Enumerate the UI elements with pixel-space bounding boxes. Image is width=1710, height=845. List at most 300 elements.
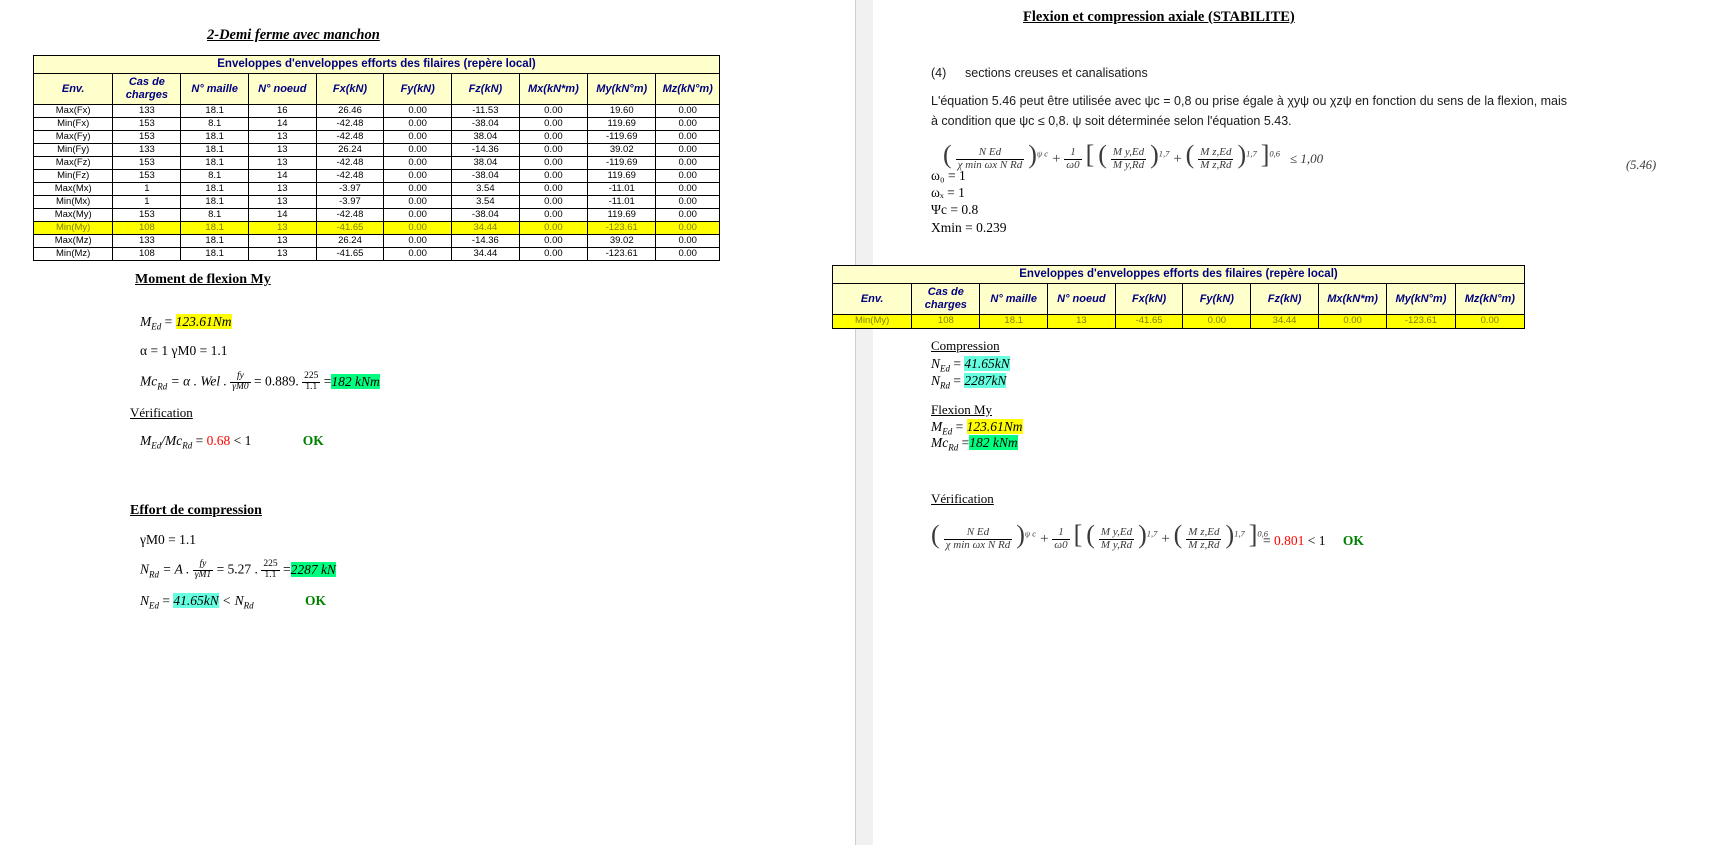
right-page-title: Flexion et compression axiale (STABILITE) — [1023, 9, 1295, 25]
nrd-subscript: Rd — [149, 569, 160, 580]
mzed-over-mzrd-fraction — [1198, 147, 1233, 171]
cell-env: Min(Mx) — [34, 196, 113, 209]
fraction-numerator: M z,Ed — [1200, 146, 1232, 159]
cell-my: 39.02 — [588, 144, 656, 157]
med-symbol: M — [140, 314, 152, 329]
ned-over-chi-fraction — [944, 527, 1013, 551]
cell-fy: 0.00 — [384, 170, 452, 183]
cell-fx: -42.48 — [316, 157, 384, 170]
one-over-omega0-fraction — [1052, 527, 1069, 551]
paren-open-1: ( — [931, 520, 940, 549]
cell-fx: 26.46 — [316, 105, 384, 118]
cell-my: 119.69 — [588, 118, 656, 131]
fraction-numerator: N Ed — [956, 147, 1025, 160]
med-equals: = — [955, 419, 964, 434]
cell-mz: 0.00 — [656, 196, 720, 209]
cell-mz: 0.00 — [656, 131, 720, 144]
nrd-expression: = A . — [162, 561, 190, 577]
cell-noeud: 13 — [248, 157, 316, 170]
cell-env: Min(Fz) — [34, 170, 113, 183]
fraction-numerator: N Ed — [944, 527, 1013, 540]
envelope-table-right-wrapper — [832, 265, 1525, 329]
225-11-fraction — [302, 372, 320, 393]
cell-mz: 0.00 — [656, 105, 720, 118]
fraction-numerator: M z,Ed — [1188, 526, 1220, 539]
ned-symbol: N — [931, 356, 941, 371]
cell-fx: -41.65 — [316, 222, 384, 235]
ned-value: 41.65kN — [964, 356, 1010, 371]
cell-env: Min(Fy) — [34, 144, 113, 157]
col-my: My(kN°m) — [588, 74, 656, 105]
cell-my: 119.69 — [588, 170, 656, 183]
col-env: Env. — [833, 284, 912, 315]
cell-fx: 26.24 — [316, 235, 384, 248]
myed-over-myrd-fraction — [1111, 147, 1146, 171]
cell-maille: 18.1 — [181, 105, 249, 118]
nrd-symbol: N — [931, 373, 941, 388]
cell-mx: 0.00 — [519, 248, 587, 261]
paren-open-2: ( — [1086, 520, 1095, 549]
cell-mz: 0.00 — [656, 144, 720, 157]
col-env: Env. — [34, 74, 113, 105]
envelope-table-left-wrapper — [33, 55, 720, 261]
compression-section-heading: Effort de compression — [130, 503, 262, 518]
table-row — [34, 248, 720, 261]
col-cas-de-charges: Cas de charges — [912, 284, 980, 315]
cell-maille: 18.1 — [181, 196, 249, 209]
cell-fx: 26.24 — [316, 144, 384, 157]
cell-fz: 3.54 — [452, 196, 520, 209]
mcrd-symbol: Mc — [140, 373, 158, 389]
cell-noeud: 13 — [248, 222, 316, 235]
cell-env: Max(My) — [34, 209, 113, 222]
ned-comparison: < N — [222, 593, 244, 608]
mcrd-equals2: = — [323, 373, 332, 389]
equation-limit: ≤ 1,00 — [1290, 151, 1324, 166]
cell-cas: 153 — [113, 118, 181, 131]
mcrd-expression: = α . Wel . — [170, 373, 227, 389]
cell-noeud: 14 — [248, 209, 316, 222]
col-mz: Mz(kN°m) — [656, 74, 720, 105]
ned-comparison-subscript: Rd — [243, 600, 254, 611]
fraction-denominator: χ min ωx N Rd — [945, 538, 1011, 551]
result-value: 0.801 — [1274, 533, 1305, 548]
cell-mx: 0.00 — [519, 235, 587, 248]
envelope-table-left — [33, 55, 720, 261]
cell-cas: 108 — [912, 315, 980, 329]
cell-fx: -41.65 — [1115, 315, 1183, 329]
col-fz: Fz(kN) — [452, 74, 520, 105]
cell-cas: 153 — [113, 157, 181, 170]
cell-env: Max(Fy) — [34, 131, 113, 144]
col-fx: Fx(kN) — [316, 74, 384, 105]
cell-noeud: 13 — [248, 235, 316, 248]
col-n-maille: N° maille — [980, 284, 1048, 315]
nrd-value: 2287 kN — [290, 561, 336, 577]
ned-equals: = — [162, 593, 171, 608]
right-compression-heading: Compression — [931, 338, 1000, 353]
fraction-denominator: ω0 — [1066, 158, 1080, 171]
nrd-equals2: = — [282, 561, 291, 577]
cell-fy: 0.00 — [384, 131, 452, 144]
bracket-close: ] — [1260, 140, 1270, 169]
cell-mx: 0.00 — [519, 183, 587, 196]
mcrd-equation — [140, 372, 380, 393]
col-cas-de-charges: Cas de charges — [113, 74, 181, 105]
paragraph-line-1: L'équation 5.46 peut être utilisée avec ψc = 0,8 ou prise égale à χyψ ou χzψ en fonction du sens de la flexion, mais — [931, 94, 1568, 108]
cell-fy: 0.00 — [384, 118, 452, 131]
table-row — [34, 196, 720, 209]
cell-mx: 0.00 — [519, 209, 587, 222]
exponent-psi-c: ψ c — [1024, 528, 1037, 539]
cell-maille: 8.1 — [181, 170, 249, 183]
mcrd-subscript: Rd — [948, 442, 959, 453]
col-fx: Fx(kN) — [1115, 284, 1183, 315]
cell-fy: 0.00 — [384, 144, 452, 157]
verification-result — [1263, 533, 1364, 549]
cell-mz: 0.00 — [656, 157, 720, 170]
table-caption-row — [34, 56, 720, 74]
med-equals: = — [164, 314, 173, 329]
cell-fz: -38.04 — [452, 209, 520, 222]
cell-noeud: 13 — [248, 248, 316, 261]
equation-5-46 — [943, 140, 1323, 171]
ned-symbol: N — [140, 593, 150, 608]
col-fy: Fy(kN) — [1183, 284, 1251, 315]
table-row — [34, 170, 720, 183]
cell-mx: 0.00 — [519, 118, 587, 131]
paren-close-3: ) — [1237, 140, 1247, 169]
mcrd-value: 182 kNm — [969, 435, 1018, 450]
table-caption: Enveloppes d'enveloppes efforts des filaires (repère local) — [833, 266, 1525, 284]
med-value: 123.61Nm — [966, 419, 1023, 434]
result-equals: = — [1263, 533, 1271, 548]
cell-fx: -42.48 — [316, 209, 384, 222]
ned-equals: = — [953, 356, 962, 371]
table-row — [34, 235, 720, 248]
mzed-over-mzrd-fraction — [1186, 527, 1221, 551]
med-subscript: Ed — [942, 426, 953, 437]
cell-env: Max(Mz) — [34, 235, 113, 248]
paren-open-1: ( — [943, 140, 952, 169]
cell-env: Min(My) — [34, 222, 113, 235]
table-row-highlighted — [833, 315, 1525, 329]
verification-equation — [931, 520, 1268, 551]
exponent-psi-c: ψ c — [1036, 148, 1049, 159]
cell-fx: -42.48 — [316, 131, 384, 144]
cell-fz: -14.36 — [452, 235, 520, 248]
cell-cas: 153 — [113, 170, 181, 183]
paren-close-1: ) — [1016, 520, 1025, 549]
exponent-0-6: 0,6 — [1269, 148, 1281, 159]
exponent-1-7-b: 1,7 — [1246, 148, 1257, 159]
fraction-numerator: M y,Ed — [1112, 146, 1145, 159]
exponent-0-6: 0,6 — [1257, 528, 1269, 539]
right-nrd-line — [931, 373, 1006, 391]
cell-fz: -11.53 — [452, 105, 520, 118]
exponent-1-7-a: 1,7 — [1158, 148, 1170, 159]
cell-maille: 18.1 — [181, 248, 249, 261]
ratio-subscript-1: Ed — [151, 440, 162, 451]
ratio-ok-label: OK — [302, 433, 324, 448]
ratio-symbol: M — [140, 433, 152, 448]
cell-maille: 18.1 — [181, 144, 249, 157]
fraction-denominator: M z,Rd — [1200, 158, 1232, 171]
cell-cas: 153 — [113, 209, 181, 222]
paren-open-3: ( — [1185, 140, 1195, 169]
cell-fz: -38.04 — [452, 118, 520, 131]
nrd-equation — [140, 560, 336, 581]
paren-open-3: ( — [1173, 520, 1183, 549]
fraction-denominator: γM1 — [194, 569, 212, 580]
cell-cas: 133 — [113, 144, 181, 157]
left-page-title: 2-Demi ferme avec manchon — [207, 27, 380, 43]
cell-fz: 34.44 — [452, 248, 520, 261]
cell-fy: 0.00 — [384, 196, 452, 209]
cell-mx: 0.00 — [519, 222, 587, 235]
cell-fz: 34.44 — [452, 222, 520, 235]
nrd-subscript: Rd — [940, 380, 951, 391]
cell-mz: 0.00 — [656, 183, 720, 196]
cell-mz: 0.00 — [656, 118, 720, 131]
cell-cas: 1 — [113, 196, 181, 209]
cell-mz: 0.00 — [656, 222, 720, 235]
cell-mz: 0.00 — [1455, 315, 1524, 329]
gamma-m0-line: γM0 = 1.1 — [140, 532, 196, 547]
cell-fz: 3.54 — [452, 183, 520, 196]
moment-section-heading: Moment de flexion My — [135, 272, 271, 287]
table-row — [34, 209, 720, 222]
table-row — [34, 105, 720, 118]
table-caption: Enveloppes d'enveloppes efforts des filaires (repère local) — [34, 56, 720, 74]
med-subscript: Ed — [151, 321, 162, 332]
cell-env: Max(Fz) — [34, 157, 113, 170]
table-row — [34, 183, 720, 196]
cell-maille: 18.1 — [181, 157, 249, 170]
fraction-numerator: M y,Ed — [1100, 526, 1133, 539]
moment-ratio-check — [140, 433, 324, 451]
cell-fx: -42.48 — [316, 118, 384, 131]
col-n-noeud: N° noeud — [1048, 284, 1116, 315]
fraction-numerator: 1 — [1052, 527, 1069, 540]
med-value: 123.61Nm — [175, 314, 232, 329]
right-flexion-heading: Flexion My — [931, 402, 993, 417]
param-psi-c: Ψc = 0.8 — [931, 202, 979, 217]
cell-fx: -3.97 — [316, 183, 384, 196]
cell-fy: 0.00 — [384, 157, 452, 170]
fy-gammam0-fraction — [230, 372, 250, 393]
verification-heading-left: Vérification — [130, 405, 193, 420]
cell-mz: 0.00 — [656, 248, 720, 261]
cell-noeud: 14 — [248, 170, 316, 183]
mcrd-symbol: Mc — [931, 435, 949, 450]
cell-noeud: 13 — [1048, 315, 1116, 329]
result-comparison: < 1 — [1307, 533, 1326, 548]
cell-env: Min(Fx) — [34, 118, 113, 131]
envelope-table-right — [832, 265, 1525, 329]
cell-noeud: 14 — [248, 118, 316, 131]
cell-maille: 18.1 — [181, 131, 249, 144]
exponent-1-7-b: 1,7 — [1234, 528, 1245, 539]
cell-fy: 0.00 — [384, 183, 452, 196]
225-11-fraction-compression — [261, 560, 279, 581]
right-mcrd-line — [931, 435, 1018, 453]
cell-fx: -41.65 — [316, 248, 384, 261]
fraction-denominator: 1.1 — [305, 381, 318, 392]
ned-subscript: Ed — [149, 600, 160, 611]
cell-noeud: 13 — [248, 196, 316, 209]
fraction-numerator: fy — [193, 560, 213, 571]
ratio-value: 0.68 — [206, 433, 231, 448]
ned-value: 41.65kN — [173, 593, 219, 608]
cell-my: -11.01 — [588, 183, 656, 196]
plus-sign-2: + — [1173, 151, 1186, 167]
med-symbol: M — [931, 419, 943, 434]
cell-fx: -42.48 — [316, 170, 384, 183]
paren-open-2: ( — [1098, 140, 1107, 169]
cell-maille: 8.1 — [181, 118, 249, 131]
table-header-row — [833, 284, 1525, 315]
cell-maille: 8.1 — [181, 209, 249, 222]
myed-over-myrd-fraction — [1099, 527, 1134, 551]
table-caption-row — [833, 266, 1525, 284]
cell-env: Max(Mx) — [34, 183, 113, 196]
col-mz: Mz(kN°m) — [1455, 284, 1524, 315]
cell-mz: 0.00 — [656, 209, 720, 222]
bracket-close: ] — [1248, 520, 1258, 549]
fy-gammam1-fraction — [193, 560, 213, 581]
cell-fy: 0.00 — [384, 248, 452, 261]
cell-mz: 0.00 — [656, 170, 720, 183]
fraction-denominator: χ min ωx N Rd — [957, 158, 1023, 171]
cell-maille: 18.1 — [980, 315, 1048, 329]
cell-cas: 108 — [113, 248, 181, 261]
ratio-comparison: < 1 — [233, 433, 252, 448]
paren-close-1: ) — [1028, 140, 1037, 169]
ratio-mid: /Mc — [161, 433, 183, 448]
page-gutter-divider — [855, 0, 875, 845]
cell-noeud: 13 — [248, 131, 316, 144]
plus-sign-1: + — [1040, 531, 1053, 547]
fraction-denominator: ω0 — [1054, 538, 1068, 551]
section-number: (4) — [931, 66, 947, 80]
cell-fz: 38.04 — [452, 157, 520, 170]
cell-mz: 0.00 — [656, 235, 720, 248]
cell-my: -123.61 — [1387, 315, 1455, 329]
fraction-numerator: 1 — [1064, 147, 1081, 160]
ned-over-chi-fraction — [956, 147, 1025, 171]
one-over-omega0-fraction — [1064, 147, 1081, 171]
cell-fy: 0.00 — [384, 222, 452, 235]
table-header-row — [34, 74, 720, 105]
nrd-equals: = — [953, 373, 962, 388]
cell-fy: 0.00 — [1183, 315, 1251, 329]
nrd-value: 2287kN — [964, 373, 1007, 388]
cell-my: -11.01 — [588, 196, 656, 209]
cell-mx: 0.00 — [519, 105, 587, 118]
cell-env: Min(Mz) — [34, 248, 113, 261]
plus-sign-2: + — [1161, 531, 1174, 547]
fraction-denominator: M z,Rd — [1188, 538, 1220, 551]
paren-close-3: ) — [1225, 520, 1235, 549]
paren-close-2: ) — [1150, 140, 1159, 169]
table-row — [34, 157, 720, 170]
param-omega0: ω₀ = 1 — [931, 168, 966, 183]
cell-my: -119.69 — [588, 157, 656, 170]
cell-noeud: 16 — [248, 105, 316, 118]
cell-mx: 0.00 — [519, 144, 587, 157]
right-ned-line — [931, 356, 1010, 374]
cell-my: -123.61 — [588, 248, 656, 261]
param-omegax: ωₓ = 1 — [931, 185, 965, 200]
med-equation — [140, 314, 232, 332]
right-page-column — [855, 0, 1710, 845]
mcrd-subscript: Rd — [157, 381, 168, 392]
cell-cas: 133 — [113, 105, 181, 118]
fraction-denominator: 1.1 — [264, 569, 277, 580]
cell-env: Max(Fx) — [34, 105, 113, 118]
equation-number: (5.46) — [1626, 158, 1657, 172]
exponent-1-7-a: 1,7 — [1146, 528, 1158, 539]
cell-fy: 0.00 — [384, 235, 452, 248]
col-n-maille: N° maille — [181, 74, 249, 105]
cell-env: Min(My) — [833, 315, 912, 329]
paragraph-line-2: à condition que ψc ≤ 0,8. ψ soit déterminée selon l'équation 5.43. — [931, 114, 1292, 128]
cell-fy: 0.00 — [384, 209, 452, 222]
table-row — [34, 144, 720, 157]
cell-noeud: 13 — [248, 144, 316, 157]
cell-mx: 0.00 — [519, 131, 587, 144]
bracket-open: [ — [1073, 520, 1083, 549]
param-xmin: Xmin = 0.239 — [931, 220, 1007, 235]
cell-my: -119.69 — [588, 131, 656, 144]
ned-check-equation — [140, 593, 326, 611]
fraction-denominator: M y,Rd — [1100, 538, 1133, 551]
cell-my: 119.69 — [588, 209, 656, 222]
cell-maille: 18.1 — [181, 222, 249, 235]
col-n-noeud: N° noeud — [248, 74, 316, 105]
table-row-highlighted — [34, 222, 720, 235]
cell-fz: 34.44 — [1251, 315, 1319, 329]
cell-fy: 0.00 — [384, 105, 452, 118]
mcrd-mid: = 0.889. — [254, 373, 299, 389]
col-fz: Fz(kN) — [1251, 284, 1319, 315]
plus-sign-1: + — [1052, 151, 1065, 167]
alpha-gamma-line: α = 1 γM0 = 1.1 — [140, 343, 228, 358]
fraction-denominator: γM0 — [232, 381, 249, 392]
mcrd-value: 182 kNm — [331, 373, 380, 389]
cell-fz: -14.36 — [452, 144, 520, 157]
paren-close-2: ) — [1138, 520, 1147, 549]
cell-my: 19.60 — [588, 105, 656, 118]
nrd-mid: = 5.27 . — [216, 561, 258, 577]
table-row — [34, 118, 720, 131]
ratio-subscript-2: Rd — [182, 440, 193, 451]
section-label: sections creuses et canalisations — [965, 66, 1148, 80]
cell-my: -123.61 — [588, 222, 656, 235]
result-ok-label: OK — [1342, 533, 1364, 548]
ned-ok-label: OK — [305, 593, 327, 608]
cell-mx: 0.00 — [519, 196, 587, 209]
cell-maille: 18.1 — [181, 183, 249, 196]
cell-my: 39.02 — [588, 235, 656, 248]
fraction-numerator: fy — [230, 372, 250, 383]
cell-noeud: 13 — [248, 183, 316, 196]
fraction-numerator: 225 — [263, 559, 278, 569]
fraction-denominator: M y,Rd — [1112, 158, 1145, 171]
ned-subscript: Ed — [940, 363, 951, 374]
cell-cas: 108 — [113, 222, 181, 235]
